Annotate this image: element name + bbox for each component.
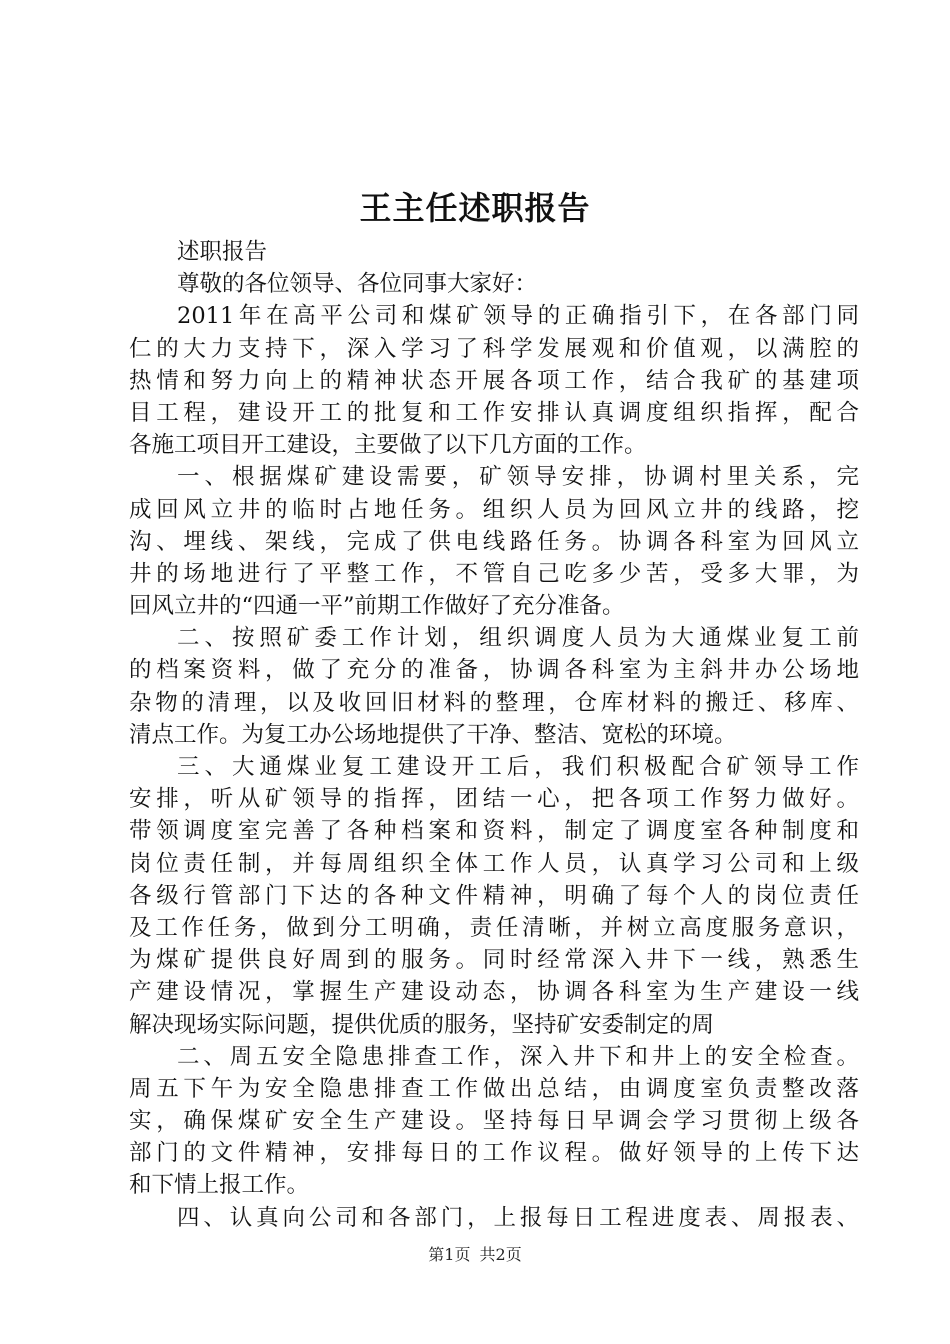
text-line: 产建设情况，掌握生产建设动态，协调各科室为生产建设一线 (129, 979, 859, 1006)
text-line: 部门的文件精神，安排每日的工作议程。做好领导的上传下达 (129, 1140, 859, 1167)
text-line: 热情和努力向上的精神状态开展各项工作，结合我矿的基建项 (129, 367, 859, 394)
text-line: 沟、埋线、架线，完成了供电线路任务。协调各科室为回风立 (129, 528, 859, 555)
page-number: 第1页 (428, 1245, 471, 1264)
text-line: 及工作任务，做到分工明确，责任清晰，并树立高度服务意识， (129, 914, 859, 941)
text-line: 仁的大力支持下，深入学习了科学发展观和价值观，以满腔的 (129, 335, 859, 362)
text-line: 2011年在高平公司和煤矿领导的正确指引下，在各部门同 (177, 303, 859, 330)
text-line: 岗位责任制，并每周组织全体工作人员，认真学习公司和上级 (129, 850, 859, 877)
text-line: 安排，听从矿领导的指挥，团结一心，把各项工作努力做好。 (129, 786, 859, 813)
text-line: 的档案资料，做了充分的准备，协调各科室为主斜井办公场地 (129, 657, 859, 684)
text-line: 周五下午为安全隐患排查工作做出总结，由调度室负责整改落 (129, 1075, 859, 1102)
document-title: 王主任述职报告 (359, 189, 591, 227)
text-line: 回风立井的“四通一平”前期工作做好了充分准备。 (129, 593, 625, 620)
page-footer (0, 1244, 950, 1266)
text-line: 解决现场实际问题，提供优质的服务，坚持矿安委制定的周 (129, 1011, 715, 1038)
text-line: 三、大通煤业复工建设开工后，我们积极配合矿领导工作 (177, 754, 859, 780)
text-line: 实，确保煤矿安全生产建设。坚持每日早调会学习贯彻上级各 (129, 1108, 859, 1135)
text-line: 井的场地进行了平整工作，不管自己吃多少苦，受多大罪，为 (129, 560, 859, 587)
page-total: 共2页 (479, 1245, 522, 1264)
text-line: 目工程，建设开工的批复和工作安排认真调度组织指挥，配合 (129, 399, 859, 426)
text-line: 和下情上报工作。 (129, 1172, 310, 1199)
text-line: 述职报告 (177, 239, 268, 265)
text-line: 杂物的清理，以及收回旧材料的整理，仓库材料的搬迁、移库、 (129, 689, 859, 716)
document-body (129, 236, 859, 1234)
text-line: 尊敬的各位领导、各位同事大家好： (177, 271, 538, 298)
text-line: 各施工项目开工建设，主要做了以下几方面的工作。 (129, 432, 647, 459)
text-line: 各级行管部门下达的各种文件精神，明确了每个人的岗位责任 (129, 882, 859, 909)
text-line: 为煤矿提供良好周到的服务。同时经常深入井下一线，熟悉生 (129, 947, 859, 974)
text-line: 二、按照矿委工作计划，组织调度人员为大通煤业复工前 (177, 625, 859, 652)
text-line: 二、周五安全隐患排查工作，深入井下和井上的安全检查。 (177, 1043, 859, 1070)
text-line: 成回风立井的临时占地任务。组织人员为回风立井的线路，挖 (129, 496, 859, 523)
text-line: 清点工作。为复工办公场地提供了干净、整洁、宽松的环境。 (129, 721, 737, 748)
text-line: 带领调度室完善了各种档案和资料，制定了调度室各种制度和 (129, 818, 859, 845)
text-line: 四、认真向公司和各部门，上报每日工程进度表、周报表、 (177, 1204, 859, 1231)
text-line: 一、根据煤矿建设需要，矿领导安排，协调村里关系，完 (177, 464, 859, 491)
